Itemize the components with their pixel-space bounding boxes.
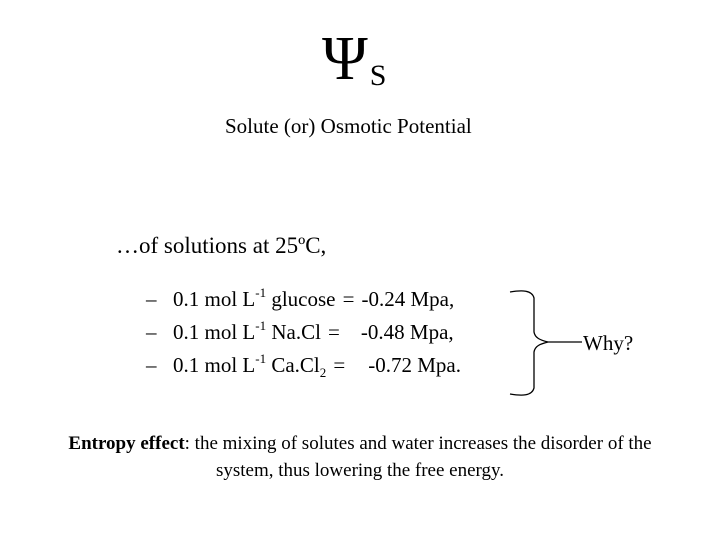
bullet-concentration: 0.1 mol L <box>173 353 256 377</box>
why-question: Why? <box>583 331 634 355</box>
bullet-exponent: -1 <box>255 318 267 333</box>
right-brace <box>508 284 588 402</box>
bullet-solute: Ca.Cl <box>266 353 320 377</box>
bullet-dash: – <box>146 320 157 344</box>
bullet-exponent: -1 <box>255 351 267 366</box>
bullet-subscript: 2 <box>319 365 327 380</box>
bullet-solute: glucose <box>266 287 336 311</box>
bullet-concentration: 0.1 mol L <box>173 320 256 344</box>
bullet-cacl2 <box>146 353 461 378</box>
slide-subtitle: Solute (or) Osmotic Potential <box>225 114 472 138</box>
bullet-value: -0.24 Mpa, <box>361 287 455 311</box>
psi-symbol: Ψ <box>322 25 368 93</box>
bullet-dash: – <box>146 287 157 311</box>
bullet-equals: = <box>342 287 355 311</box>
entropy-label: Entropy effect <box>68 433 185 454</box>
bullet-solute: Na.Cl <box>266 320 321 344</box>
bullet-value: -0.48 Mpa, <box>360 320 454 344</box>
entropy-text: : the mixing of solutes and water increases the disorder of the system, thus lowering the free energy. <box>184 433 652 481</box>
bullet-equals: = <box>333 353 346 377</box>
bullet-equals: = <box>328 320 340 344</box>
title-subscript: S <box>369 59 387 92</box>
bullet-nacl <box>146 320 454 345</box>
intro-text: …of solutions at 25ºC, <box>116 233 327 258</box>
bullet-value: -0.72 Mpa. <box>368 353 462 377</box>
bullet-dash: – <box>146 353 157 377</box>
entropy-note <box>40 430 680 484</box>
bullet-exponent: -1 <box>255 285 267 300</box>
slide-title <box>322 25 387 93</box>
bullet-glucose <box>146 287 454 312</box>
bullet-concentration: 0.1 mol L <box>173 287 256 311</box>
